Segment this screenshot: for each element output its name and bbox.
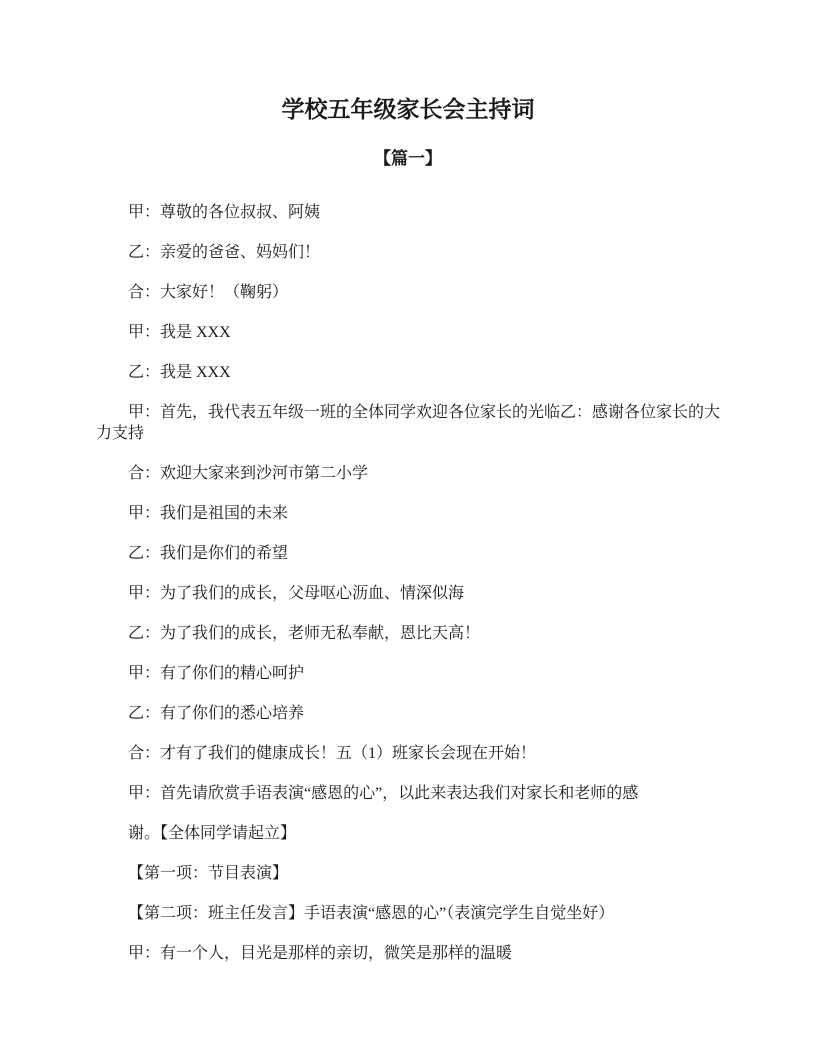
paragraph: 乙：有了你们的悉心培养 [128,705,305,722]
paragraph: 合：才有了我们的健康成长！五（1）班家长会现在开始！ [128,745,537,762]
paragraph: 力支持 [96,425,145,442]
paragraph: 【第一项：节目表演】 [128,865,289,882]
paragraph: 谢。【全体同学请起立】 [128,825,297,842]
paragraph: 甲：首先，我代表五年级一班的全体同学欢迎各位家长的光临乙：感谢各位家长的大 [128,404,721,421]
paragraph: 乙：我们是你们的希望 [128,545,289,562]
paragraph: 【第二项：班主任发言】手语表演“感恩的心”（表演完学生自觉坐好） [128,905,615,922]
paragraph: 甲：首先请欣赏手语表演“感恩的心”，以此来表达我们对家长和老师的感 [128,785,639,802]
paragraph: 合：欢迎大家来到沙河市第二小学 [128,465,369,482]
paragraph: 合：大家好！（鞠躬） [128,284,289,301]
paragraph: 甲：有了你们的精心呵护 [128,665,305,682]
paragraph: 甲：为了我们的成长，父母呕心沥血、情深似海 [128,585,465,602]
paragraph: 乙：为了我们的成长，老师无私奉献，恩比天高！ [128,625,481,642]
paragraph: 甲：我是 XXX [128,324,231,341]
paragraph: 甲：有一个人，目光是那样的亲切，微笑是那样的温暖 [128,945,513,962]
paragraph: 甲：我们是祖国的未来 [128,505,289,522]
document-title: 学校五年级家长会主持词 [281,97,535,122]
paragraph: 乙：我是 XXX [128,364,231,381]
paragraph: 甲：尊敬的各位叔叔、阿姨 [128,204,321,221]
document-body [96,202,720,964]
section-label: 【篇一】 [374,149,442,168]
paragraph: 乙：亲爱的爸爸、妈妈们！ [128,244,321,261]
